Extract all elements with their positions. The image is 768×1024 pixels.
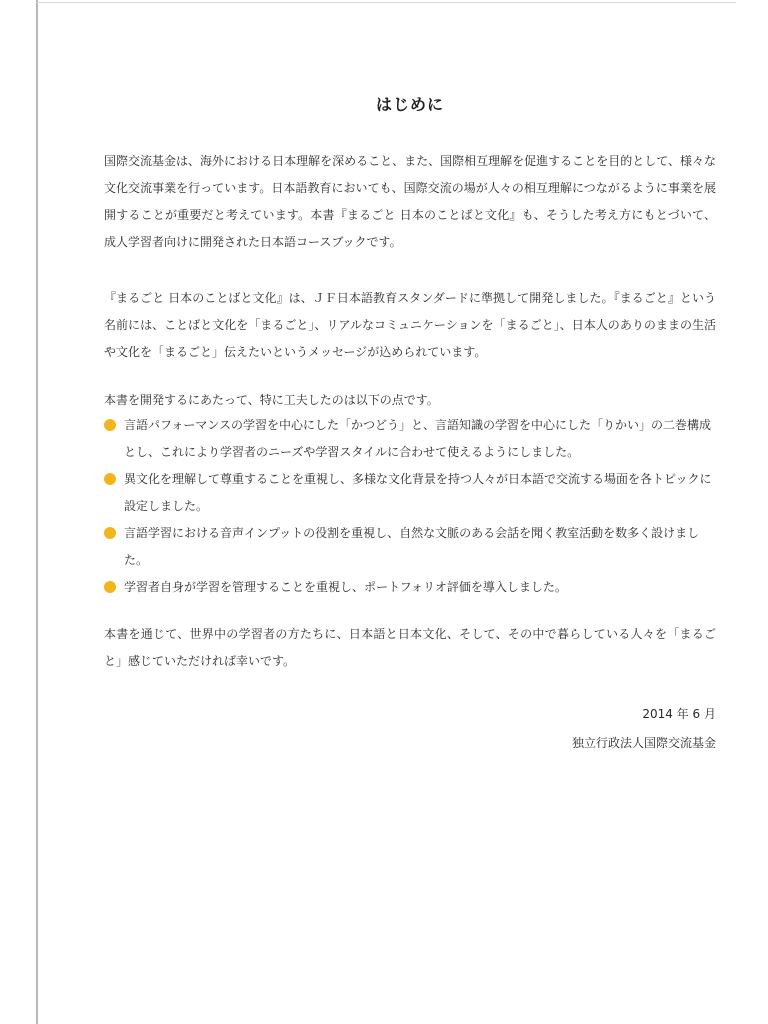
list-item-text: 異文化を理解して尊重することを重視し、多様な文化背景を持つ人々が日本語で交流する場面を各トピックに設定しました。 <box>124 472 712 513</box>
page-title: はじめに <box>375 95 444 114</box>
publication-date: 2014 年 6 月 <box>642 707 716 721</box>
list-item-text: 言語学習における音声インプットの役割を重視し、自然な文脈のある会話を聞く教室活動を数多く設けました。 <box>124 526 700 567</box>
feature-list <box>104 412 716 601</box>
intro-paragraph: 国際交流基金は、海外における日本理解を深めること、また、国際相互理解を促進することを目的として、様々な文化交流事業を行っています。日本語教育においても、国際交流の場が人々の相互理解につながるように事業を展開することが重要だと考えています。本書『まるごと 日本のことばと文化』も、そうした考え方にもとづいて、成人学習者向けに開発された日本語コースブックです。 <box>104 154 716 249</box>
bullet-dot-icon <box>104 581 116 593</box>
marugoto-paragraph: 『まるごと 日本のことばと文化』は、ＪＦ日本語教育スタンダードに準拠して開発しました。『まるごと』という名前には、ことばと文化を「まるごと」、リアルなコミュニケーションを「まるごと」、日本人のありのままの生活や文化を「まるごと」伝えたいというメッセージが込められています。 <box>104 291 716 359</box>
list-item <box>104 412 716 466</box>
list-item <box>104 574 716 601</box>
list-item <box>104 520 716 574</box>
bullet-dot-icon <box>104 473 116 485</box>
scan-edge-top <box>36 2 736 3</box>
features-lead-paragraph: 本書を開発するにあたって、特に工夫したのは以下の点です。 <box>104 393 439 407</box>
list-item <box>104 466 716 520</box>
list-item-text: 学習者自身が学習を管理することを重視し、ポートフォリオ評価を導入しました。 <box>124 580 567 594</box>
scan-edge-left <box>36 0 38 1024</box>
publisher-name: 独立行政法人国際交流基金 <box>571 736 716 750</box>
bullet-dot-icon <box>104 419 116 431</box>
list-item-text: 言語パフォーマンスの学習を中心にした「かつどう」と、言語知識の学習を中心にした「りかい」の二巻構成とし、これにより学習者のニーズや学習スタイルに合わせて使えるようにしました。 <box>124 418 712 459</box>
closing-paragraph: 本書を通じて、世界中の学習者の方たちに、日本語と日本文化、そして、その中で暮らしている人々を「まるごと」感じていただければ幸いです。 <box>104 627 716 668</box>
bullet-dot-icon <box>104 527 116 539</box>
